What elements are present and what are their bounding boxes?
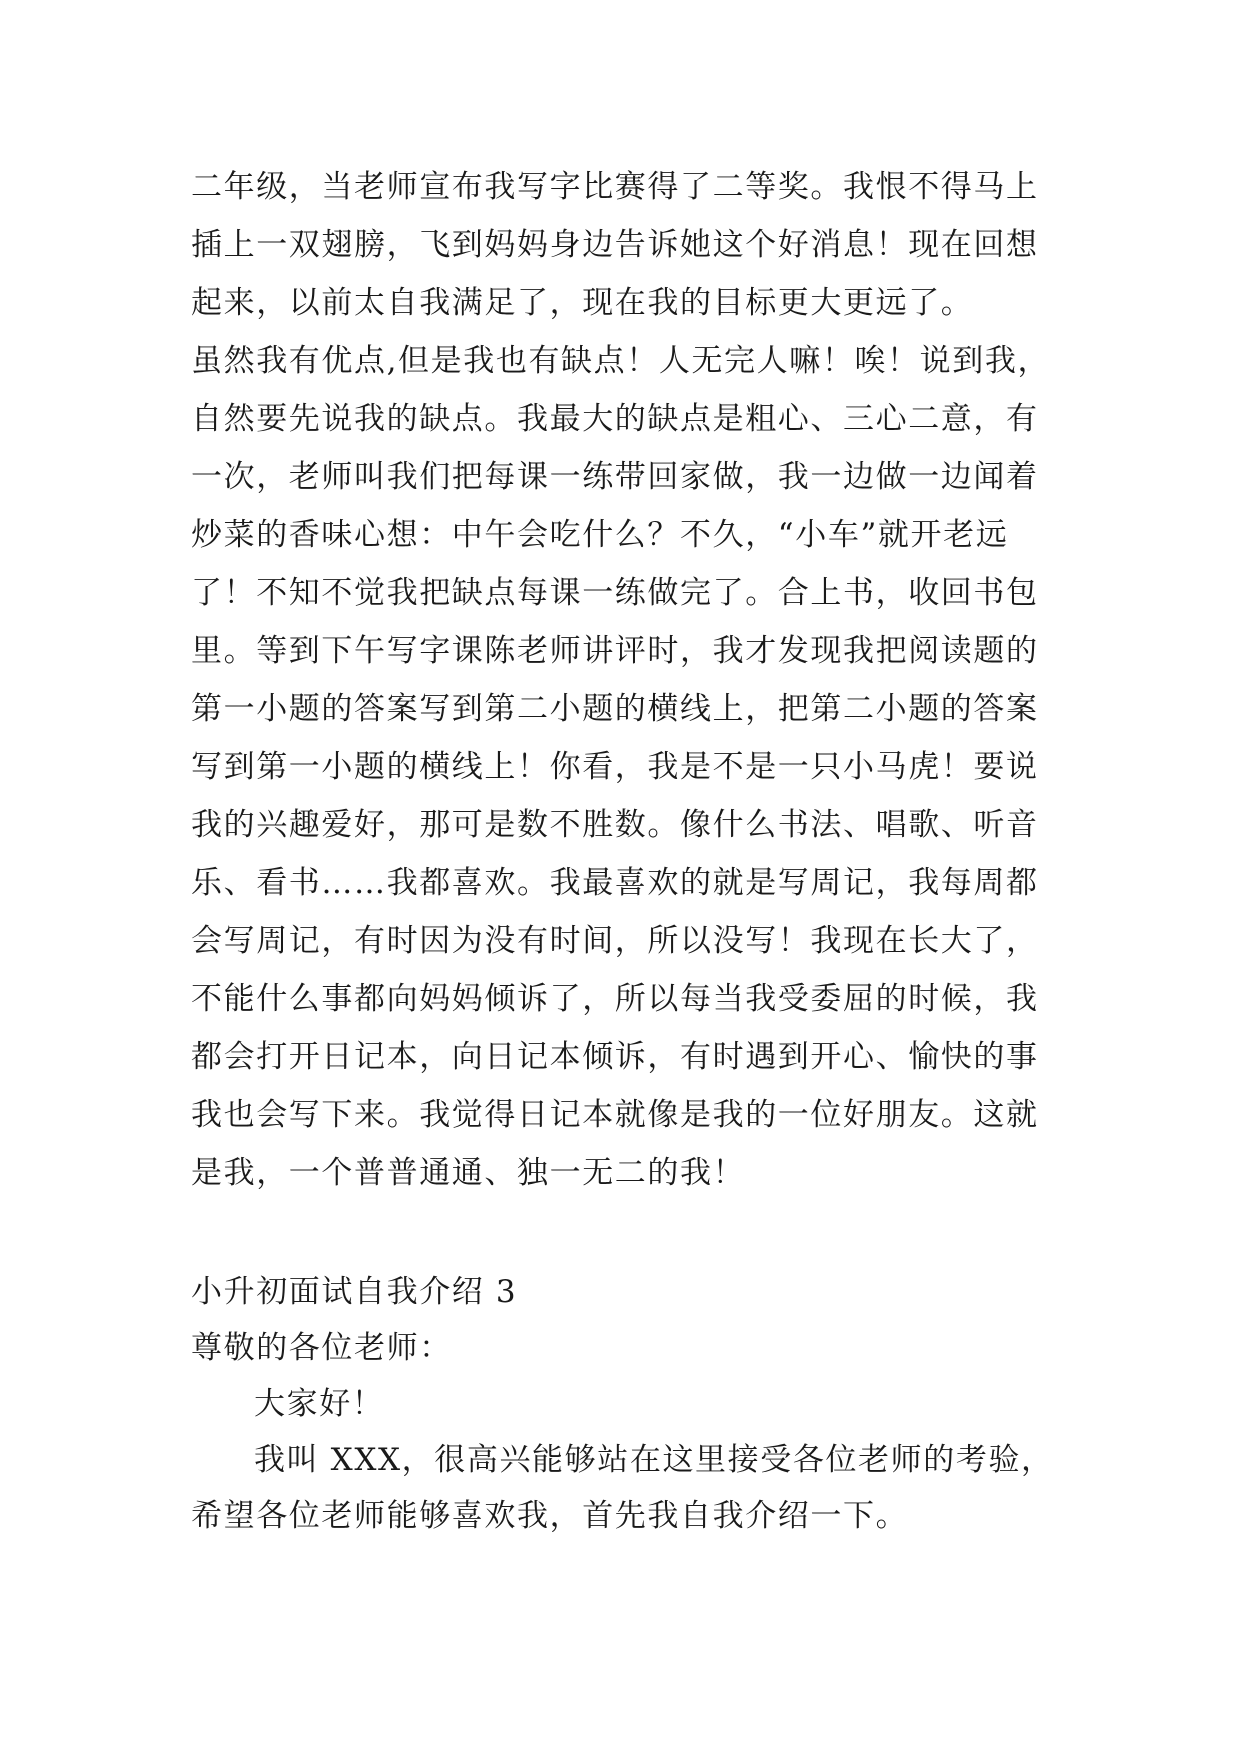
section-title: 小升初面试自我介绍 3 [191,1274,518,1310]
text-line: 一次，老师叫我们把每课一练带回家做，我一边做一边闻着 [191,459,1039,495]
text-line: 虽然我有优点,但是我也有缺点！人无完人嘛！唉！说到我， [191,343,1051,379]
text-line: 二年级，当老师宣布我写字比赛得了二等奖。我恨不得马上 [191,169,1039,205]
body-paragraph [191,158,1051,1202]
section-self-introduction-3 [191,1264,1054,1544]
text-line: 都会打开日记本，向日记本倾诉，有时遇到开心、愉快的事 [191,1039,1039,1075]
text-line: 里。等到下午写字课陈老师讲评时，我才发现我把阅读题的 [191,633,1039,669]
text-line: 第一小题的答案写到第二小题的横线上，把第二小题的答案 [191,691,1039,727]
text-line: 是我，一个普普通通、独一无二的我！ [191,1155,746,1191]
text-line: 不能什么事都向妈妈倾诉了，所以每当我受委屈的时候，我 [191,981,1039,1017]
intro-line: 我叫 XXX，很高兴能够站在这里接受各位老师的考验， [254,1442,1054,1478]
text-line: 我的兴趣爱好，那可是数不胜数。像什么书法、唱歌、听音 [191,807,1039,843]
text-line: 乐、看书……我都喜欢。我最喜欢的就是写周记，我每周都 [191,865,1039,901]
text-line: 插上一双翅膀，飞到妈妈身边告诉她这个好消息！现在回想 [191,227,1039,263]
salutation: 尊敬的各位老师： [191,1330,452,1366]
text-line: 起来，以前太自我满足了，现在我的目标更大更远了。 [191,285,974,321]
text-line: 我也会写下来。我觉得日记本就像是我的一位好朋友。这就 [191,1097,1039,1133]
text-line: 写到第一小题的横线上！你看，我是不是一只小马虎！要说 [191,749,1039,785]
text-line: 自然要先说我的缺点。我最大的缺点是粗心、三心二意，有 [191,401,1039,437]
greeting: 大家好！ [254,1386,385,1422]
text-line: 会写周记，有时因为没有时间，所以没写！我现在长大了， [191,923,1039,959]
text-line: 炒菜的香味心想：中午会吃什么？不久，“小车”就开老远 [191,517,1009,553]
intro-line: 希望各位老师能够喜欢我，首先我自我介绍一下。 [191,1498,909,1534]
text-line: 了！不知不觉我把缺点每课一练做完了。合上书，收回书包 [191,575,1039,611]
